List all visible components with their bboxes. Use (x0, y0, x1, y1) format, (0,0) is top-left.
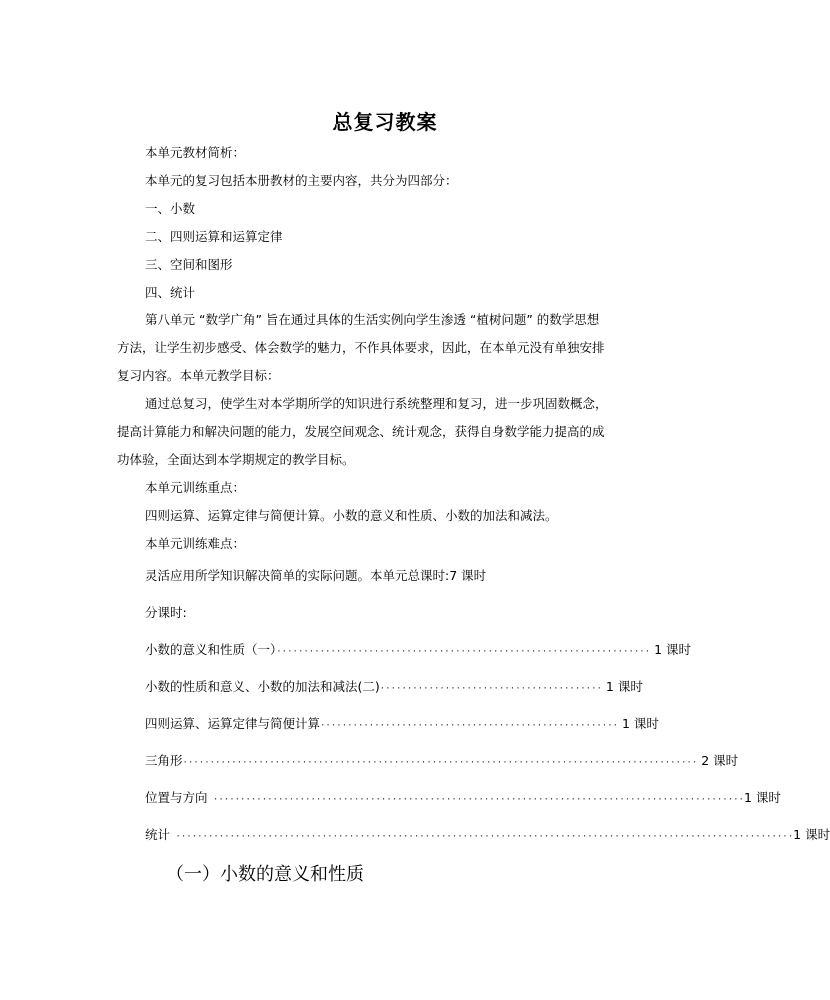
toc-label: 小数的性质和意义、小数的加法和减法(二) (145, 679, 380, 694)
toc-label: 统计 (145, 827, 171, 842)
text-line: 二、四则运算和运算定律 (145, 229, 283, 244)
toc-leader: ·················································································································· (170, 832, 794, 842)
text-line: 提高计算能力和解决问题的能力，发展空间观念、统计观念，获得自身数学能力提高的成 (117, 424, 605, 439)
text-line: 四、统计 (145, 285, 196, 300)
toc-label: 四则运算、运算定律与简便计算 (145, 716, 321, 731)
toc-entry (145, 827, 830, 845)
toc-hours: 1 课时 (743, 790, 781, 805)
toc-leader: ······················································· (320, 721, 619, 731)
text-line: 一、小数 (145, 201, 196, 216)
toc-leader: ····································································· (276, 647, 651, 657)
text-line: 本单元训练重点： (145, 480, 246, 495)
text-line: 本单元训练难点： (145, 536, 246, 551)
toc-hours: 2 课时 (697, 753, 739, 768)
text-line: 灵活应用所学知识解决简单的实际问题。本单元总课时:7 课时 (145, 568, 487, 583)
text-line: 复习内容。本单元教学目标： (117, 368, 280, 383)
toc-hours: 1 课时 (650, 642, 692, 657)
section-heading: （一）小数的意义和性质 (166, 864, 364, 885)
toc-entry (145, 642, 691, 660)
toc-entry (145, 790, 781, 808)
text-line: 本单元教材简析： (145, 145, 246, 160)
toc-hours: 1 课时 (601, 679, 643, 694)
toc-label: 小数的意义和性质（一） (145, 642, 277, 657)
document-title: 总复习教案 (332, 110, 438, 134)
text-line: 分课时: (145, 605, 187, 620)
toc-leader: ········································· (379, 684, 602, 694)
text-line: 通过总复习，使学生对本学期所学的知识进行系统整理和复习，进一步巩固数概念， (145, 396, 608, 411)
text-line: 四则运算、运算定律与简便计算。小数的意义和性质、小数的加法和减法。 (145, 508, 558, 523)
toc-entry (145, 716, 659, 734)
toc-label: 位置与方向 (145, 790, 208, 805)
toc-label: 三角形 (145, 753, 183, 768)
text-line: 功体验，全面达到本学期规定的教学目标。 (117, 452, 355, 467)
text-line: 方法，让学生初步感受、体会数学的魅力，不作具体要求，因此，在本单元没有单独安排 (117, 340, 605, 355)
toc-leader: ······························································································· (182, 758, 698, 768)
toc-entry (145, 679, 643, 697)
text-line: 三、空间和图形 (145, 257, 233, 272)
toc-hours: 1 课时 (618, 716, 659, 731)
text-line: 第八单元 “数学广角” 旨在通过具体的生活实例向学生渗透 “植树问题” 的数学思想 (145, 312, 600, 327)
toc-hours: 1 课时 (793, 827, 830, 842)
toc-leader: ·································································································· (207, 795, 744, 805)
toc-entry (145, 753, 738, 771)
text-line: 本单元的复习包括本册教材的主要内容，共分为四部分： (145, 173, 458, 188)
